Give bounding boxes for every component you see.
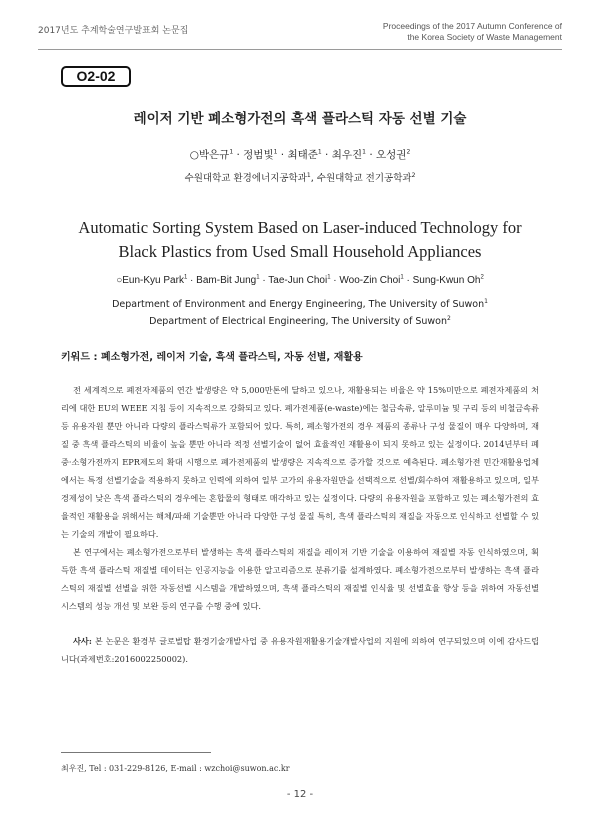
affiliation-marker: 1: [317, 148, 322, 156]
english-title-line1: Automatic Sorting System Based on Laser-induced Technology for: [78, 218, 522, 237]
author-name: Sung-Kwun Oh: [412, 275, 481, 286]
affiliation-marker: 1: [273, 148, 278, 156]
running-header-right: [383, 21, 562, 43]
affiliation-marker: 2: [447, 314, 451, 322]
affiliation-marker: 1: [400, 274, 404, 281]
separator: ·: [187, 275, 197, 286]
english-affiliations: [0, 296, 600, 330]
korean-title: 레이저 기반 폐소형가전의 흑색 플라스틱 자동 선별 기술: [133, 111, 467, 127]
english-author-list: [0, 275, 600, 286]
author-name: 최우진: [331, 149, 363, 161]
affiliation-marker: 1: [306, 171, 311, 179]
acknowledgment-text: 본 논문은 환경부 글로벌탑 환경기술개발사업 중 유용자원재활용기술개발사업의 지원에 의하여 연구되었으며 이에 감사드립니다(과제번호:2016002250002).: [61, 636, 539, 664]
author-name: 최태준: [287, 149, 318, 161]
page-number: - 12 -: [286, 789, 314, 800]
author-name: 정범빛: [243, 149, 274, 161]
running-header-right-line1: Proceedings of the 2017 Autumn Conference of: [382, 21, 562, 31]
affiliation-marker: 1: [256, 274, 260, 281]
affiliation-marker: 2: [406, 148, 411, 156]
abstract-body: [61, 381, 539, 615]
affiliation-marker: 1: [362, 148, 366, 156]
affiliation: 수원대학교 전기공학과: [316, 173, 412, 184]
english-title: [60, 216, 540, 264]
separator: ·: [277, 149, 288, 161]
affiliation: Department of Electrical Engineering, The University of Suwon$^2$: [149, 314, 451, 327]
separator: ·: [403, 275, 413, 286]
separator: ·: [330, 275, 340, 286]
author-name: ○Eun-Kyu Park: [116, 275, 184, 286]
affiliation-marker: 1: [229, 148, 234, 156]
abstract-paragraph: 본 연구에서는 폐소형가전으로부터 발생하는 흑색 플라스틱의 재질을 레이저 기반 기술을 이용하여 재질별 자동 인식하였으며, 획득한 흑색 플라스틱 재질별 데이터는 인공지능을 이용한 알고리즘으로 분류기를 설계하였다. 폐소형가전으로부터 발생하는 흑색 플라스틱의 재질별 선별을 위한 자동선별 시스템을 개발하였으며, 흑색 플라스틱의 재질별 인식율 및 선별효율 향상 등을 위하여 자동선별 시스템의 성능 개선 및 보완 등의 연구를 수행 중에 있다.: [61, 547, 539, 611]
separator: ·: [233, 149, 244, 161]
acknowledgment: [61, 632, 539, 668]
affiliation: 수원대학교 환경에너지공학과: [184, 173, 307, 184]
paper-code-badge: O2-02: [61, 66, 131, 87]
english-title-line2: Black Plastics from Used Small Household Appliances: [118, 242, 482, 261]
separator: ·: [259, 275, 269, 286]
corresponding-author-footnote: 최우진, Tel : 031-229-8126, E-mail : wzchoi@suwon.ac.kr: [61, 764, 290, 773]
author-name: Bam-Bit Jung: [196, 275, 257, 286]
keywords-line: 키워드 : 폐소형가전, 레이저 기술, 흑색 플라스틱, 자동 선별, 재활용: [61, 352, 363, 363]
separator: ·: [365, 149, 376, 161]
author-name: Tae-Jun Choi: [268, 275, 328, 286]
affiliation-marker: 1: [484, 297, 488, 305]
affiliation-marker: 2: [411, 171, 416, 179]
author-name: 오성권: [376, 149, 407, 161]
running-header-right-line2: the Korea Society of Waste Management: [407, 32, 562, 42]
korean-author-list: [0, 147, 600, 162]
affiliation-marker: 1: [327, 274, 331, 281]
separator: ,: [310, 173, 317, 184]
footnote-divider: [61, 752, 211, 753]
author-name: Woo-Zin Choi: [339, 275, 401, 286]
affiliation: Department of Environment and Energy Engineering, The University of Suwon$^1$: [112, 297, 488, 310]
running-header-left: 2017년도 추계학술연구발표회 논문집: [38, 26, 189, 36]
affiliation-marker: 2: [480, 274, 484, 281]
acknowledgment-label: 사사:: [73, 636, 92, 646]
author-name: ○박은규: [189, 149, 230, 161]
korean-affiliations: [0, 170, 600, 184]
header-divider: [38, 49, 562, 50]
affiliation-marker: 1: [183, 274, 188, 281]
abstract-paragraph: 전 세계적으로 폐전자제품의 연간 발생량은 약 5,000만톤에 달하고 있으나, 재활용되는 비율은 약 15%미만으로 폐전자제품의 처리에 대한 EU의 WEEE 지침 등이 지속적으로 강화되고 있다. 폐가전제품(e-waste)에는 철금속류, 알루미늄 및 구리 등의 비철금속류 등 유용자원 뿐만 아니라 다량의 플라스틱류가 포함되어 있다. 특히, 폐소형가전의 경우 제품의 종류나 구성 물질이 매우 다양하며, 재질 중 흑색 플라스틱의 비율이 높을 뿐만 아니라 적정 선별기술이 없어 효율적인 재활용이 되지 못하고 있는 실정이다. 2014년부터 폐중·소형가전까지 EPR제도의 확대 시행으로 폐가전제품의 발생량은 지속적으로 증가할 것으로 예측된다. 폐소형가전 민간재활용업체에서는 특정 선별기술을 적용하지 못하고 인력에 의하여 일부 고가의 유용자원만을 선택적으로 선별/회수하여 재활용하고 있으며, 일부 경제성이 낮은 흑색 플라스틱의 경우에는 혼합물의 형태로 매각하고 있는 실정이다. 다량의 유용자원을 포함하고 있는 폐소형가전의 효율적인 재활용을 위해서는 해체/파쇄 기술뿐만 아니라 다양한 구성 물질 특히, 흑색 플라스틱의 재질을 자동으로 인식하고 선별할 수 있는 기술의 개발이 필요하다.: [61, 385, 539, 539]
separator: ·: [321, 149, 332, 161]
